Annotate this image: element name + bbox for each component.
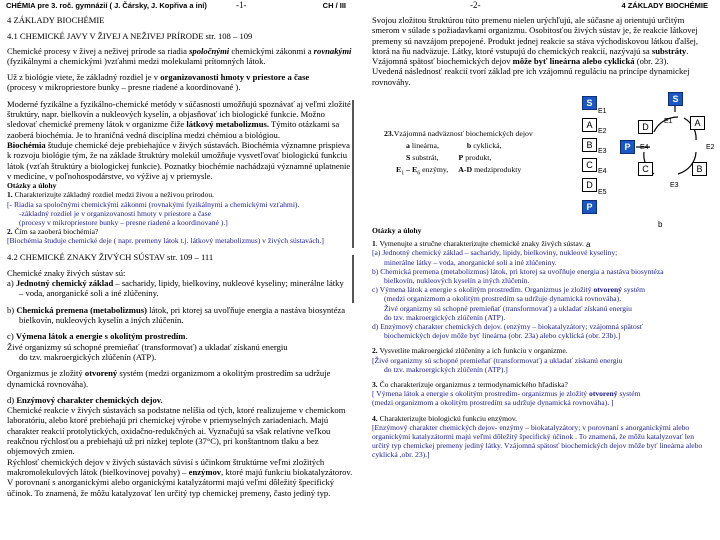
- page-2-intro: [372, 15, 712, 87]
- answer: d) Enzýmový charakter chemických dejov. (enzýmy – biokatalyzátory; vzájomná spätosť: [372, 322, 643, 332]
- intermediate-box: A: [690, 116, 705, 130]
- paragraph: Svojou zložitou štruktúrou túto premenu nielen urýchľujú, ale súčasne aj orientujú určitým smerom v súlade s požiadavkami organizmu. Osobitosťou živých sústav je, že reakcie látkovej premeny sú navzájom prepojené. Produkt jednej reakcie sa stáva východiskovou látkou ďalšej, ktorá na ňu nadväzuje. Látky, ktoré vstupujú do chemických reakcií, nazývajú sa substráty. Vzájomná spätosť biochemických dejov môže byť lineárna alebo cyklická (obr. 23).: [372, 15, 699, 67]
- enzyme-label: E2: [598, 128, 607, 135]
- answer: [ Výmena látok a energie s okolitým prostredím- organizmus je zložitý otvorený systém: [372, 389, 641, 399]
- intermediate-box: B: [582, 138, 597, 152]
- legend-row: a lineárna, b cyklická,: [406, 141, 502, 150]
- answer: [Živé organizmy sú schopné premieňať (transformovať) a ukladať získanú energiu: [372, 355, 623, 365]
- enzyme-label: E3: [670, 182, 679, 189]
- enzyme-label: E1: [664, 118, 673, 125]
- enzyme-label: E1: [598, 108, 607, 115]
- diagram-label-b: b: [658, 220, 663, 229]
- page-1-content: [7, 15, 355, 498]
- list-item: c) Výmena látok a energie s okolitým prostredím.: [7, 331, 188, 342]
- page-header: [0, 0, 360, 13]
- list-item-cont: Organizmus je zložitý otvorený systém (medzi organizmom a okolitým prostredím sa udržuje: [7, 368, 331, 379]
- figure-caption: 23.Vzájomná nadväznosť biochemických dejov: [384, 129, 533, 138]
- header-course: CHÉMIA pre 3. roč. gymnázií ( J. Čársky, J. Kopřiva a iní): [6, 1, 207, 10]
- paragraph: Rýchlosť chemických dejov v živých sústavách súvisí s účinkom štruktúrne veľmi zložitých makromolekulových látok (bielkovinovej povahy) – enzýmov, ktoré majú funkciu biokatalyzátorov.: [7, 456, 353, 477]
- linear-pathway-diagram: [576, 96, 616, 226]
- list-item: d) Enzýmový charakter chemických dejov.: [7, 394, 163, 405]
- paragraph: Chemické znaky živých sústav sú:: [7, 267, 126, 278]
- list-item: a) Jednotný chemický základ – sacharidy, lipidy, bielkoviny, nukleové kyseliny; minerálne látky: [7, 278, 344, 289]
- header-code: CH / III: [322, 1, 346, 10]
- intermediate-box: A: [582, 118, 597, 132]
- section-heading: 4.2 CHEMICKÉ ZNAKY ŽIVÝCH SÚSTAV str. 109 – 111: [7, 251, 214, 262]
- substrate-box: S: [582, 96, 597, 110]
- answer: [- Riadia sa spoločnými chemickými zákonmi (rovnakými fyzikálnymi a chemickými vzťahmi).: [7, 199, 300, 209]
- list-item-cont: bielkovín, nukleových kyselín a iných zlúčenín.: [19, 315, 184, 326]
- paragraph: Biochémia študuje chemické deje prebiehajúce v živých sústavách. Biochémia významne prispieva k rozvoju biológie tým, že na základe štruktúry molekúl umožňuje vysvetľovať biologickú funkciu látok (vzťah štruktúry a biologickej funkcie). Poznatky biochémie nachádzajú významné uplatnenie v medicíne, v poľnohospodárstve, vo výžive aj v priemysle.: [7, 139, 351, 181]
- enzyme-label: E4: [598, 168, 607, 175]
- answer: c) Výmena látok a energie s okolitým prostredím. Organizmus je zložitý otvorený systém: [372, 285, 645, 295]
- enzyme-label: E5: [598, 189, 607, 196]
- enzyme-label: E4: [640, 144, 649, 151]
- answer: (medzi organizmom a okolitým prostredím sa udržuje dynamická rovnováha). ]: [372, 398, 614, 408]
- product-box: P: [582, 200, 597, 214]
- legend-row: S substrát, P produkt,: [406, 153, 492, 162]
- list-item-cont: – voda, anorganické soli a iné zlúčeniny.: [19, 288, 159, 299]
- question: 1. Vymenujte a stručne charakterizujte chemické znaky živých sústav.: [372, 239, 584, 249]
- questions-title: Otázky a úlohy: [7, 181, 57, 191]
- page-2: [362, 0, 720, 540]
- product-box: P: [620, 140, 635, 154]
- diagram-label-a: a: [586, 240, 591, 249]
- answer: do tzv. makroergických zlúčenín (ATP).: [384, 312, 506, 322]
- paragraph: Chemické procesy v živej a neživej prírode sa riadia spoločnými chemickými zákonmi a rovnakými (fyzikálnymi a chemickými )vzťahmi medzi molekulami prítomných látok.: [7, 45, 352, 66]
- paragraph: Chemické reakcie v živých sústavách sa podstatne nelíšia od tých, ktoré realizujeme v chemickom laboratóriu, alebo ktoré prebiehajú pri chemickej výrobe v priemyselných zariadeniach. Majú charakter reakcií protolytických, oxidačno-redukčných ai. Vyznačujú sa však relatívne veľkou reakčnou rýchlosťou a prebiehajú už pri nízkej teplote (37°C), pri konštantnom tlaku a bez objemových zmien.: [7, 405, 346, 457]
- intermediate-box: D: [638, 120, 653, 134]
- page-header: [362, 0, 720, 13]
- answer: minerálne látky – voda, anorganické soli a iné zlúčeniny.: [384, 257, 557, 267]
- paragraph: Uvedená následnosť reakcií tvorí základ pre ich vzájomnú reguláciu na princípe dynamickej rovnováhy.: [372, 66, 690, 87]
- list-item-cont: Živé organizmy sú schopné premieňať (transformovať) a ukladať získanú energiu: [7, 341, 288, 352]
- question: 1. Charakterizujte základný rozdiel medzi živou a neživou prírodou.: [7, 190, 215, 200]
- answer: biochemických dejov môže byť lineárna (obr. 23a) alebo cyklická (obr. 23b).]: [384, 331, 621, 341]
- page-number: -2-: [470, 0, 481, 10]
- intermediate-box: C: [582, 158, 597, 172]
- intermediate-box: D: [582, 178, 597, 192]
- question: 2. Vysvetlite makroergické zlúčeniny a ich funkciu v organizme.: [372, 346, 568, 356]
- paragraph: Už z biológie viete, že základný rozdiel je v organizovanosti hmoty v priestore a čase (procesy v mikropriestore bunky – presne riadené a koordinované ).: [7, 72, 310, 93]
- answer: [a) Jednotný chemický základ – sacharidy, lipidy, bielkoviny, nukleové kyseliny;: [372, 248, 618, 258]
- answer: bielkovín, nukleových kyselín a iných zlúčenín.: [384, 276, 530, 286]
- question: 3. Čo charakterizuje organizmus z termodynamického hľadiska?: [372, 380, 568, 390]
- page-2-questions: [372, 226, 712, 460]
- page-number: -1-: [236, 0, 247, 10]
- intermediate-box: C: [638, 162, 653, 176]
- answer: (procesy v mikropriestore bunky – presne riadené a koordinované ).]: [19, 217, 228, 227]
- list-item-cont: do tzv. makroergických zlúčenín (ATP).: [19, 351, 157, 362]
- chapter-title: 4 ZÁKLADY BIOCHÉMIE: [7, 15, 105, 25]
- list-item-cont: dynamická rovnováha).: [7, 378, 89, 389]
- answer-block: [372, 248, 712, 340]
- header-chapter: 4 ZÁKLADY BIOCHÉMIE: [621, 1, 708, 10]
- cycle-arrows: [618, 92, 718, 222]
- question: 2. Čím sa zaoberá biochémia?: [7, 227, 99, 237]
- answer: -základný rozdiel je v organizovanosti hmoty v priestore a čase: [19, 208, 211, 218]
- intermediate-box: B: [692, 162, 707, 176]
- answer: [Enzýmový charakter chemických dejov- enzýmy – biokatalyzátory; v porovnaní s anorganickými alebo organickými katalyzátormi majú veľmi dôležitý špecifický účinok . To znamená, že môžu katalyzovať len určitý typ chemickej premeny jediný látky. Vzájomná spätosť biochemických dejov môže byť lineárna alebo cyklická ,obr. 23).]: [372, 422, 703, 460]
- section-heading: 4.1 CHEMICKÉ JAVY V ŽIVEJ A NEŽIVEJ PRÍRODE str. 108 – 109: [7, 31, 253, 42]
- questions-title: Otázky a úlohy: [372, 226, 422, 235]
- answer: do tzv. makroergických zlúčenín (ATP).]: [384, 364, 508, 374]
- enzyme-label: E3: [598, 148, 607, 155]
- cyclic-pathway-diagram: [618, 92, 718, 222]
- answer: (medzi organizmom a okolitým prostredím sa udržuje dynamická rovnováha).: [384, 294, 622, 304]
- question: 4. Charakterizujte biologickú funkciu enzýmov.: [372, 413, 518, 423]
- list-item: b) Chemická premena (metabolizmus) látok, pri ktorej sa uvoľňuje energia a nastáva biosyntéza: [7, 304, 346, 315]
- substrate-box: S: [668, 92, 683, 106]
- answer: Živé organizmy sú schopné premieňať (transformovať) a ukladať získanú energiu: [384, 303, 632, 313]
- answer: b) Chemická premena (metabolizmus) látok, pri ktorej sa uvoľňuje energia a nastáva biosyntéza: [372, 266, 664, 276]
- figure-legend: [384, 128, 584, 180]
- answer: [Biochémia študuje chemické deje ( napr. premeny látok t.j. látkový metabolizmus) v živých sústavách.]: [7, 236, 324, 246]
- enzyme-label: E2: [706, 144, 715, 151]
- paragraph: Moderné fyzikálne a fyzikálno-chemické metódy v súčasnosti umožňujú spoznávať aj veľmi zložité štruktúry, napr. bielkovín a nukleových kyselín, a objasňovať ich biologické funkcie. Možno sledovať chemické premeny látok v organizme čiže látkový metabolizmus. Týmito otázkami sa zaoberá biochémia. Je to hraničná vedná disciplína medzi chémiou a biológiou.: [7, 98, 351, 140]
- legend-row: $E_1 - E_6$ enzýmy, A-D medziprodukty: [396, 165, 522, 177]
- paragraph: V porovnaní s anorganickými alebo organickými katalyzátormi majú veľmi dôležitý špecifický účinok. To znamená, že môžu katalyzovať len určitý typ chemickej premeny, často jediný typ.: [7, 477, 335, 498]
